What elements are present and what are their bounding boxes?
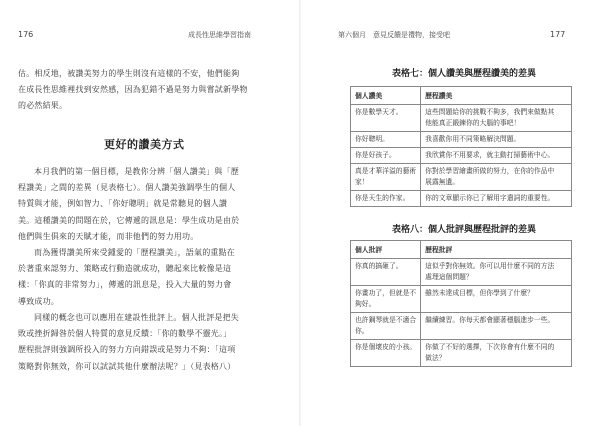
text-line: 他們與生俱來的天賦才能，而非他們的努力用功。 bbox=[18, 231, 199, 241]
table-row bbox=[351, 286, 572, 313]
table-cell bbox=[421, 286, 572, 313]
text-line: 於著重來認努力、策略或行動造就成功，聽起來比較像是這 bbox=[18, 264, 232, 274]
table-header-row bbox=[351, 87, 572, 105]
running-title-left: 成長性思維學習指南 bbox=[188, 31, 251, 39]
cell-line: 繼續練習。你每天都會顯著穩腦進步一些。 bbox=[425, 316, 555, 324]
table-cell bbox=[351, 191, 421, 207]
paragraph-1 bbox=[18, 164, 239, 245]
table8 bbox=[350, 240, 572, 367]
table-header-row bbox=[351, 241, 572, 259]
table-row bbox=[351, 191, 572, 207]
cell-line: 你是天生的作家。 bbox=[355, 194, 410, 202]
table7 bbox=[350, 86, 572, 207]
paragraph-continued bbox=[18, 66, 248, 115]
cell-line: 你做了不好的選擇，下次你會有什麼不同的 bbox=[425, 343, 555, 351]
cell-line: 我喜歡你用不同策略解決問題。 bbox=[425, 135, 521, 143]
text-line: 的必然結果。 bbox=[18, 101, 68, 111]
table-cell bbox=[421, 164, 572, 191]
cell-line: 你好聰明。 bbox=[355, 135, 389, 143]
table-cell bbox=[421, 259, 572, 286]
cell-line: 你是好孩子。 bbox=[355, 151, 396, 159]
table-row bbox=[351, 164, 572, 191]
cell-line: 展露無遺。 bbox=[425, 178, 460, 186]
text-line: 美。這種讚美的問題在於，它傳遞的訊息是：學生成功是由於 bbox=[18, 215, 240, 225]
cell-line: 也許鋼琴就是不適合 bbox=[355, 316, 417, 324]
cell-line: 你的文章顯示你已了解用字遣詞的重要性。 bbox=[425, 194, 555, 202]
text-line: 特質與才能，例如智力、「你好聰明」就是常聽見的個人讚 bbox=[18, 199, 228, 209]
cell-line: 你是個壞皮的小孩。 bbox=[355, 343, 417, 351]
cell-line: 你畫功了，但就是不 bbox=[355, 289, 417, 297]
table-header-cell: 個人讚美 bbox=[351, 87, 421, 105]
cell-line: 做法？ bbox=[425, 354, 446, 362]
cell-line: 你。 bbox=[355, 327, 369, 335]
text-line: 樣：「你真的非常努力」，傳遞的訊息是，投入大量的努力會 bbox=[18, 280, 232, 290]
right-page bbox=[300, 0, 600, 426]
cell-line: 你是數學天才。 bbox=[355, 108, 403, 116]
table-row bbox=[351, 148, 572, 164]
table-row bbox=[351, 105, 572, 132]
cell-line: 我欣賞你不用要求，就主動打掃藝術中心。 bbox=[425, 151, 555, 159]
cell-line: 這似乎對你無效。你可以用什麼不同的方法 bbox=[425, 262, 555, 270]
table-header-cell: 個人批評 bbox=[351, 241, 421, 259]
cell-line: 這些問題給你的挑戰不夠多，我們來做點其 bbox=[425, 108, 555, 116]
table-cell bbox=[421, 313, 572, 340]
cell-line: 他能真正鍛鍊你的大腦的事吧！ bbox=[425, 119, 521, 127]
cell-line: 家！ bbox=[355, 178, 369, 186]
text-line: 策略對你無效，你可以試試其他什麼辦法呢？」（見表格八） bbox=[18, 361, 236, 371]
table-cell bbox=[351, 340, 421, 367]
table-cell bbox=[421, 148, 572, 164]
text-line: 歷程批評則強調所投入的努力方向錯誤或是努力不夠：「這項 bbox=[18, 345, 236, 355]
text-line: 敗或挫折歸咎於個人特質的意見反饋：「你的數學不靈光。」 bbox=[18, 329, 232, 339]
table-row bbox=[351, 340, 572, 367]
table-cell bbox=[421, 105, 572, 132]
text-line: 程讚美」之間的差異（見表格七）。個人讚美強調學生的個人 bbox=[18, 183, 236, 193]
table-cell bbox=[421, 191, 572, 207]
paragraph-2 bbox=[18, 245, 235, 310]
page-number-right: 177 bbox=[550, 30, 566, 39]
table-cell bbox=[421, 340, 572, 367]
text-line: 同樣的概念也可以應用在建設性批評上。個人批評是把失 bbox=[34, 313, 239, 322]
text-line: 而為獲得讚美所來受鍾愛的「歷程讚美」，語氣的重點在 bbox=[34, 248, 235, 257]
table-cell bbox=[351, 164, 421, 191]
table-cell bbox=[421, 132, 572, 148]
section-heading: 更好的讚美方式 bbox=[104, 138, 185, 151]
table-cell bbox=[351, 259, 421, 286]
table-cell bbox=[351, 132, 421, 148]
page-number-left: 176 bbox=[18, 30, 34, 39]
table-row bbox=[351, 132, 572, 148]
cell-line: 雖然未達成目標，但你學到了什麼？ bbox=[425, 289, 534, 297]
text-line: 在成長性思維裡找到安然感，因為犯錯不過是努力與嘗試新學物 bbox=[18, 85, 248, 95]
text-line: 導致成功。 bbox=[18, 296, 59, 306]
table-header-cell: 歷程讚美 bbox=[421, 87, 572, 105]
paragraph-3 bbox=[18, 310, 239, 375]
table7-caption: 表格七：個人讚美與歷程讚美的差異 bbox=[392, 69, 537, 79]
table-cell bbox=[351, 286, 421, 313]
table8-caption: 表格八：個人批評與歷程批評的差異 bbox=[392, 225, 537, 235]
running-title-right: 第六個月 意見反饋是禮物，接受吧 bbox=[338, 31, 450, 39]
text-line: 本月我們的第一個目標，是教你分辨「個人讚美」與「歷 bbox=[34, 167, 239, 176]
table-row bbox=[351, 259, 572, 286]
table-cell bbox=[351, 148, 421, 164]
table-row bbox=[351, 313, 572, 340]
cell-line: 夠好。 bbox=[355, 300, 376, 308]
cell-line: 處理這個問題？ bbox=[425, 273, 473, 281]
table-header-cell: 歷程批評 bbox=[421, 241, 572, 259]
cell-line: 真是才華洋溢的藝術 bbox=[355, 167, 417, 175]
table-cell bbox=[351, 313, 421, 340]
cell-line: 你對於學習繪畫所做的努力，在你的作品中 bbox=[425, 167, 555, 175]
table-cell bbox=[351, 105, 421, 132]
text-line: 估。相反地，被讚美努力的學生則沒有這樣的不安，他們能夠 bbox=[18, 69, 240, 78]
cell-line: 你真的搞砸了。 bbox=[355, 262, 403, 270]
